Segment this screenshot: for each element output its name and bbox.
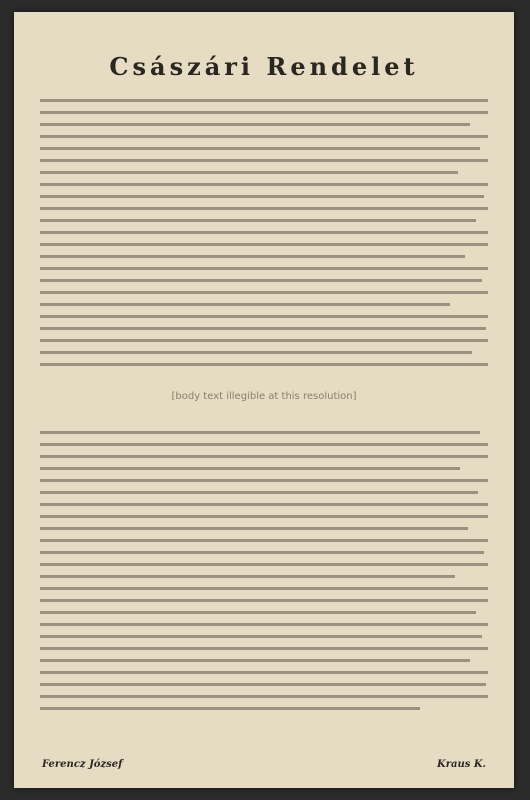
signature-row [42, 759, 486, 770]
illegible-note: [body text illegible at this resolution] [171, 391, 357, 402]
decree-sheet [14, 12, 514, 788]
illegible-body [40, 91, 488, 716]
signature: Ferencz József [42, 759, 123, 770]
decree-title: Császári Rendelet [109, 52, 419, 81]
signature: Kraus K. [437, 759, 486, 770]
